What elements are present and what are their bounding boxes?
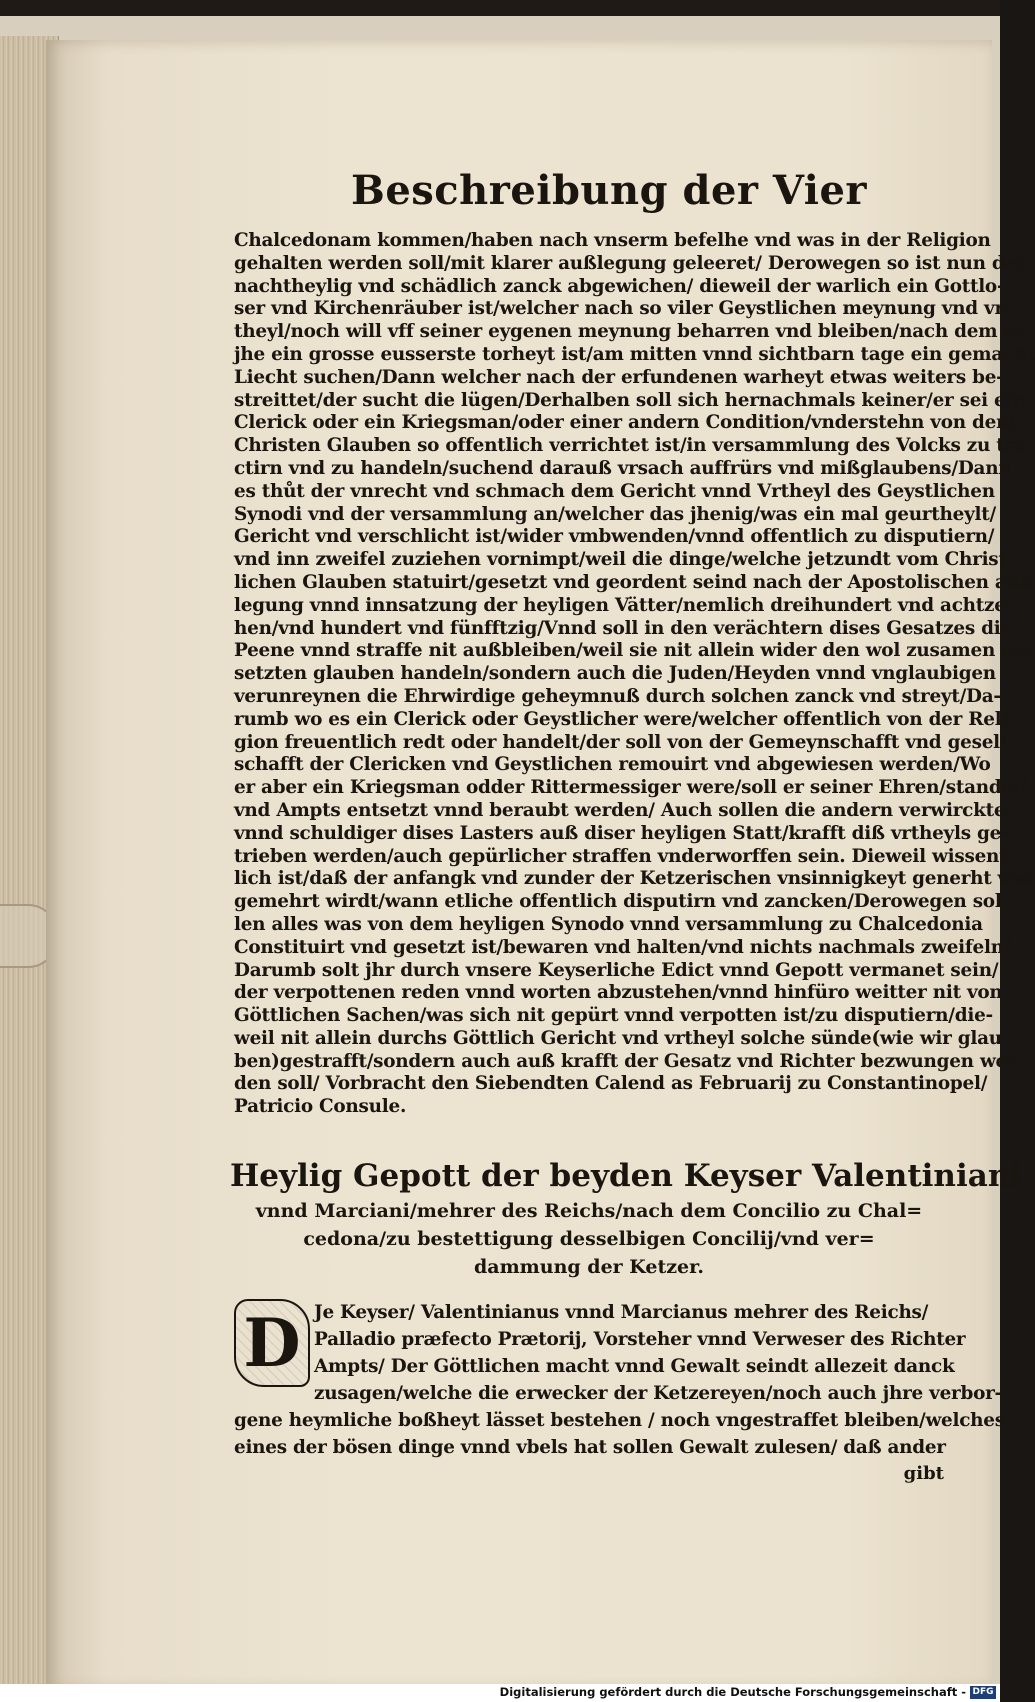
text-line: Patricio Consule. bbox=[234, 1096, 407, 1118]
text-line: len alles was von dem heyligen Synodo vnnd versammlung zu Chalcedonia bbox=[234, 913, 983, 935]
text-line: gion freuentlich redt oder handelt/der soll von der Gemeynschafft vnd gesell- bbox=[234, 731, 1015, 753]
text-line: ctirn vnd zu handeln/suchend darauß vrsach auffrürs vnd mißglaubens/Dann bbox=[234, 457, 1012, 479]
text-line: Constituirt vnd gesetzt ist/bewaren vnd halten/vnd nichts nachmals zweifeln/ bbox=[234, 936, 1011, 958]
decorated-initial: D bbox=[234, 1299, 310, 1387]
text-line: nachtheylig vnd schädlich zanck abgewichen/ dieweil der warlich ein Gottlo- bbox=[234, 275, 1005, 297]
text-line: eines der bösen dinge vnnd vbels hat sollen Gewalt zulesen/ daß ander bbox=[234, 1437, 946, 1459]
body-paragraph bbox=[234, 230, 1035, 1119]
section-heading-subtitle-line: dammung der Ketzer. bbox=[473, 1256, 705, 1279]
text-line: theyl/noch will vff seiner eygenen meynung beharren vnd bleiben/nach dem es bbox=[234, 321, 1026, 343]
text-line: Göttlichen Sachen/was sich nit gepürt vnnd verpotten ist/zu disputiern/die- bbox=[234, 1005, 993, 1027]
text-line: verunreynen die Ehrwirdige geheymnuß durch solchen zanck vnd streyt/Da- bbox=[234, 685, 1001, 707]
text-line: Liecht suchen/Dann welcher nach der erfundenen warheyt etwas weiters be- bbox=[234, 366, 1004, 388]
text-line: trieben werden/auch gepürlicher straffen vnderworffen sein. Dieweil wissent- bbox=[234, 845, 1015, 867]
text-line: Je Keyser/ Valentinianus vnnd Marcianus mehrer des Reichs/ bbox=[314, 1302, 929, 1324]
text-line: Gericht vnd verschlicht ist/wider vmbwenden/vnnd offentlich zu disputiern/ bbox=[234, 526, 995, 548]
text-line: gehalten werden soll/mit klarer außlegung geleeret/ Derowegen so ist nun der bbox=[234, 252, 1026, 274]
catchword: gibt bbox=[903, 1463, 944, 1485]
text-line: zusagen/welche die erwecker der Ketzereyen/noch auch jhre verbor- bbox=[314, 1383, 1002, 1405]
text-line: schafft der Clericken vnd Geystlichen remouirt vnd abgewiesen werden/Wo bbox=[234, 754, 991, 776]
text-line: rumb wo es ein Clerick oder Geystlicher were/welcher offentlich von der Reli- bbox=[234, 708, 1016, 730]
text-line: Chalcedonam kommen/haben nach vnserm befelhe vnd was in der Religion bbox=[234, 230, 991, 251]
text-column bbox=[230, 166, 1035, 1487]
text-line: Ampts/ Der Göttlichen macht vnnd Gewalt seindt allezeit danck bbox=[314, 1356, 955, 1378]
text-line: legung vnnd innsatzung der heyligen Vätter/nemlich dreihundert vnd achtze- bbox=[234, 594, 1014, 616]
text-line: lich ist/daß der anfangk vnd zunder der Ketzerischen vnsinnigkeyt generht vnd bbox=[234, 868, 1034, 890]
text-line: ser vnd Kirchenräuber ist/welcher nach so viler Geystlichen meynung vnd vr- bbox=[234, 298, 1012, 320]
text-line: ben)gestrafft/sondern auch auß krafft der Gesatz vnd Richter bezwungen wer bbox=[234, 1050, 1017, 1072]
text-line: Palladio præfecto Prætorij, Vorsteher vnnd Verweser des Richter bbox=[314, 1329, 966, 1351]
text-line: setzten glauben handeln/sondern auch die Juden/Heyden vnnd vnglaubigen bbox=[234, 663, 996, 685]
text-line: lichen Glauben statuirt/gesetzt vnd geordent seind nach der Apostolischen auß bbox=[234, 571, 1034, 593]
text-line: es thůt der vnrecht vnd schmach dem Gericht vnnd Vrtheyl des Geystlichen bbox=[234, 480, 995, 502]
text-line: der verpottenen reden vnnd worten abzustehen/vnnd hinfüro weitter nit von bbox=[234, 982, 1003, 1004]
text-line: vnnd schuldiger dises Lasters auß diser heyligen Statt/krafft diß vrtheyls ge- bbox=[234, 822, 1009, 844]
section-heading-title: Heylig Gepott der beyden Keyser Valentiniani bbox=[230, 1158, 1023, 1195]
book bbox=[0, 16, 1035, 1684]
text-line: weil nit allein durchs Göttlich Gericht vnd vrtheyl solche sünde(wie wir glau bbox=[234, 1027, 1002, 1049]
text-line: vnd inn zweifel zuziehen vornimpt/weil die dinge/welche jetzundt vom Christ- bbox=[234, 549, 1015, 571]
text-line: Clerick oder ein Kriegsman/oder einer andern Condition/vnderstehn von dem bbox=[234, 412, 1016, 434]
text-line: den soll/ Vorbracht den Siebendten Calend as Februarij zu Constantinopel/ bbox=[234, 1073, 988, 1095]
section-heading bbox=[230, 1155, 1023, 1281]
text-line: gene heymliche boßheyt lässet bestehen / noch vngestraffet bleiben/welches bbox=[234, 1410, 1005, 1432]
text-line: Christen Glauben so offentlich verrichtet ist/in versammlung des Volcks zu tra- bbox=[234, 435, 1033, 457]
second-paragraph bbox=[234, 1299, 1005, 1487]
text-line: hen/vnd hundert vnd fünfftzig/Vnnd soll in den verächtern dises Gesatzes die bbox=[234, 617, 1012, 639]
footer-credit: Digitalisierung gefördert durch die Deutsche Forschungsgemeinschaft - bbox=[499, 1685, 966, 1699]
text-line: Synodi vnd der versammlung an/welcher das jhenig/was ein mal geurtheylt/ bbox=[234, 503, 996, 525]
running-head: Beschreibung der Vier bbox=[351, 167, 867, 214]
section-heading-subtitle-line: cedona/zu bestettigung desselbigen Concilij/vnd ver= bbox=[303, 1228, 875, 1251]
text-line: streittet/der sucht die lügen/Derhalben soll sich hernachmals keiner/er sei ein bbox=[234, 389, 1026, 411]
section-heading-subtitle-line: vnnd Marciani/mehrer des Reichs/nach dem Concilio zu Chal= bbox=[255, 1200, 923, 1223]
text-line: Darumb solt jhr durch vnsere Keyserliche Edict vnnd Gepott vermanet sein/ bbox=[234, 959, 999, 981]
dfg-logo: DFG bbox=[970, 1686, 996, 1699]
text-line: gemehrt wirdt/wann etliche offentlich disputirn vnd zancken/Derowegen sol bbox=[234, 891, 1002, 913]
text-line: jhe ein grosse eusserste torheyt ist/am mitten vnnd sichtbarn tage ein gemacht bbox=[234, 343, 1035, 365]
text-line: er aber ein Kriegsman odder Rittermessiger were/soll er seiner Ehren/standts/ bbox=[234, 777, 1027, 799]
footer-bar bbox=[0, 1684, 1000, 1702]
text-line: Peene vnnd straffe nit außbleiben/weil sie nit allein wider den wol zusamen ge- bbox=[234, 640, 1033, 662]
text-line: vnd Ampts entsetzt vnnd beraubt werden/ Auch sollen die andern verwirckte bbox=[234, 799, 1006, 821]
